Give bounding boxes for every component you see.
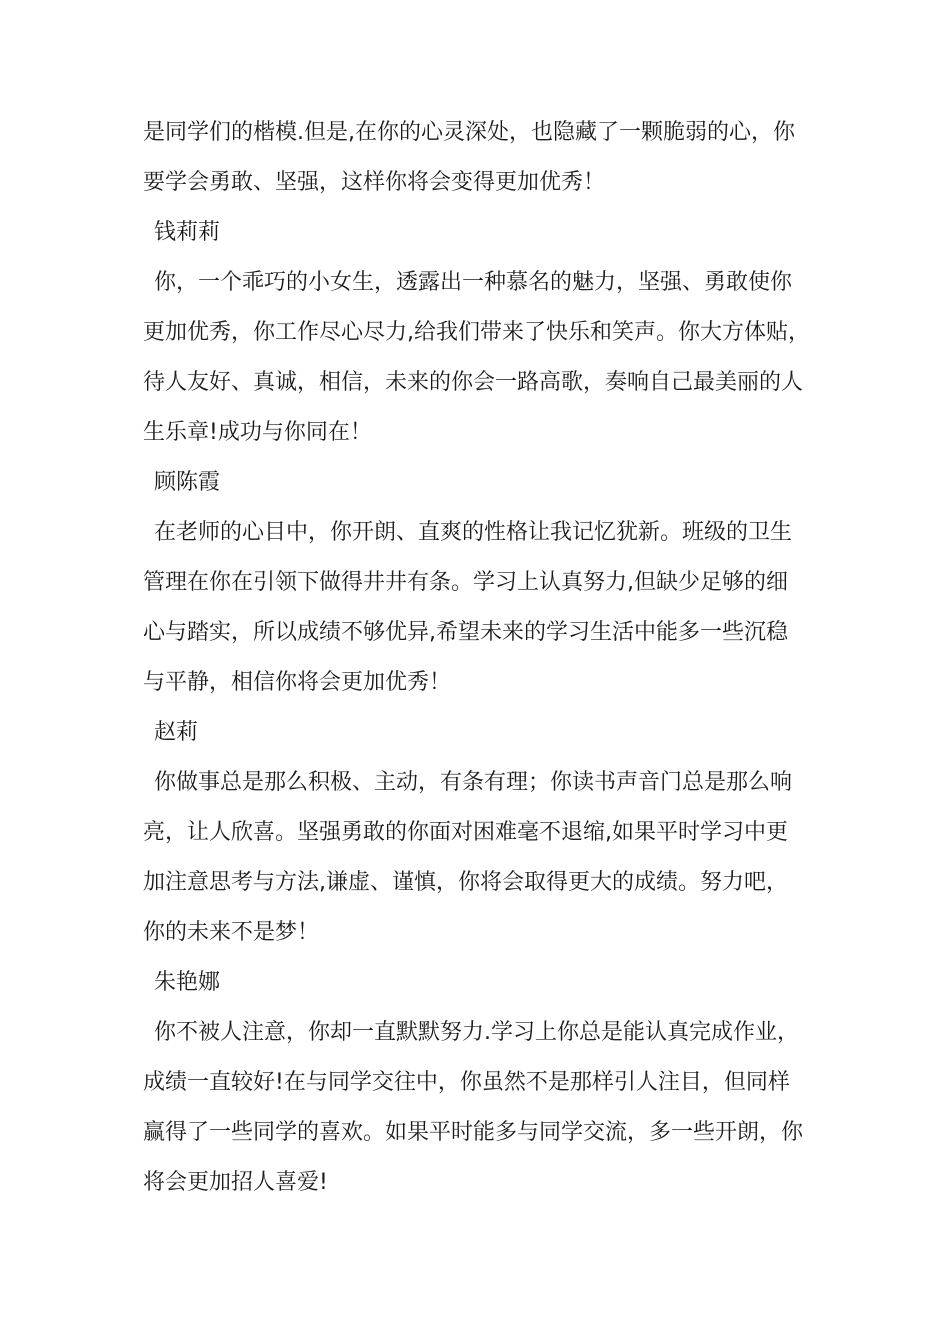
document-body bbox=[143, 108, 815, 1208]
student-name-heading: 钱莉莉 bbox=[154, 220, 221, 245]
paragraph-line: 加注意思考与方法,谦虚、谨慎，你将会取得更大的成绩。努力吧， bbox=[143, 870, 788, 895]
paragraph-line: 亮，让人欣喜。坚强勇敢的你面对困难毫不退缩,如果平时学习中更 bbox=[143, 820, 788, 845]
paragraph-line: 生乐章!成功与你同在！ bbox=[143, 420, 372, 445]
paragraph-line: 赢得了一些同学的喜欢。如果平时能多与同学交流，多一些开朗，你 bbox=[143, 1120, 804, 1145]
paragraph-line: 你做事总是那么积极、主动，有条有理；你读书声音门总是那么响 bbox=[154, 770, 793, 795]
paragraph-line: 要学会勇敢、坚强，这样你将会变得更加优秀！ bbox=[143, 170, 606, 195]
paragraph-line: 心与踏实，所以成绩不够优异,希望未来的学习生活中能多一些沉稳 bbox=[143, 620, 788, 645]
student-name-heading: 顾陈霞 bbox=[154, 470, 221, 495]
paragraph-line: 你的未来不是梦！ bbox=[143, 920, 320, 945]
paragraph-line: 成绩一直较好!在与同学交往中，你虽然不是那样引人注目，但同样 bbox=[143, 1070, 790, 1095]
paragraph-line: 在老师的心目中，你开朗、直爽的性格让我记忆犹新。班级的卫生 bbox=[154, 520, 793, 545]
paragraph-line: 你，一个乖巧的小女生，透露出一种慕名的魅力，坚强、勇敢使你 bbox=[154, 270, 793, 295]
student-name-heading: 赵莉 bbox=[154, 720, 199, 745]
paragraph-line: 待人友好、真诚，相信，未来的你会一路高歌，奏响自己最美丽的人 bbox=[143, 370, 804, 395]
paragraph-line: 你不被人注意，你却一直默默努力.学习上你总是能认真完成作业， bbox=[154, 1020, 799, 1045]
paragraph-line: 是同学们的楷模.但是,在你的心灵深处，也隐藏了一颗脆弱的心，你 bbox=[143, 120, 795, 145]
paragraph-line: 更加优秀，你工作尽心尽力,给我们带来了快乐和笑声。你大方体贴， bbox=[143, 320, 810, 345]
paragraph-line: 管理在你在引领下做得井井有条。学习上认真努力,但缺少足够的细 bbox=[143, 570, 788, 595]
paragraph-line: 将会更加招人喜爱! bbox=[143, 1170, 328, 1195]
student-name-heading: 朱艳娜 bbox=[154, 970, 221, 995]
paragraph-line: 与平静，相信你将会更加优秀！ bbox=[143, 670, 452, 695]
